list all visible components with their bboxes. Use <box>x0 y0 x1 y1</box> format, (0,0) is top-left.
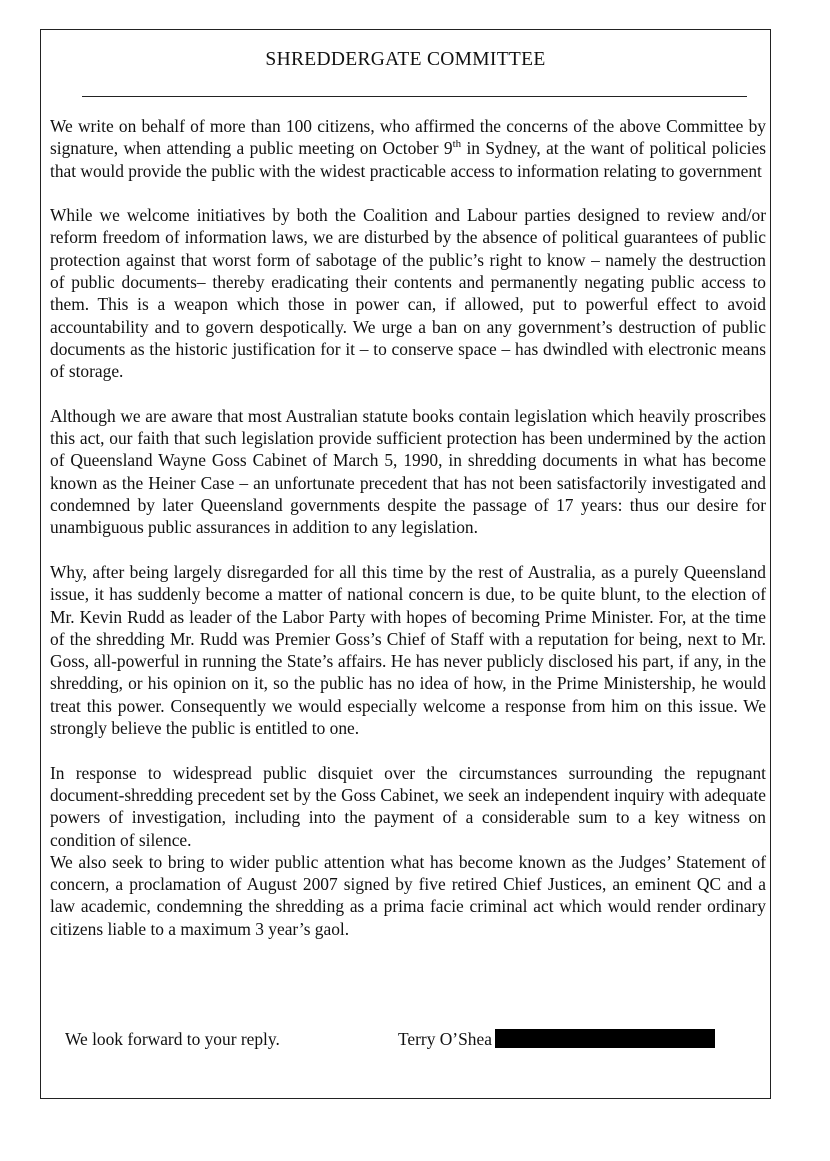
signature-block <box>398 1028 715 1050</box>
paragraph-5: In response to widespread public disquiet over the circumstances surrounding the repugnant document-shredding precedent set by the Goss Cabinet, we seek an independent inquiry with adequate powers of investigation, including into the payment of a considerable sum to a key witness on condition of silence. <box>50 762 766 850</box>
paragraph-1-text-b: in Sydney, at the want of political policies that would provide the public with the widest practicable access to information relating to government <box>50 138 766 181</box>
ordinal-suffix: th <box>452 138 462 151</box>
paragraph-1 <box>50 115 766 182</box>
letter-frame <box>40 29 771 1099</box>
closing-line: We look forward to your reply. <box>65 1029 280 1049</box>
committee-title: SHREDDERGATE COMMITTEE <box>265 49 546 70</box>
letter-body <box>50 115 766 962</box>
paragraph-6: We also seek to bring to wider public attention what has become known as the Judges’ Statement of concern, a proclamation of August 2007 signed by five retired Chief Justices, an eminent QC and a law academic, condemning the shredding as a prima facie criminal act which would render ordinary citizens liable to a maximum 3 year’s gaol. <box>50 851 766 939</box>
paragraph-1-text-a: We write on behalf of more than 100 citizens, who affirmed the concerns of the above Committee by signature, when attending a public meeting on October 9 <box>50 116 766 159</box>
paragraph-4: Why, after being largely disregarded for all this time by the rest of Australia, as a purely Queensland issue, it has suddenly become a matter of national concern is due, to be quite blunt, to the election of Mr. Kevin Rudd as leader of the Labor Party with hopes of becoming Prime Minister. For, at the time of the shredding Mr. Rudd was Premier Goss’s Chief of Staff with a reputation for being, next to Mr. Goss, all-powerful in running the State’s affairs. He has never publicly disclosed his part, if any, in the shredding, or his opinion on it, so the public has no idea of how, in the Prime Ministership, he would treat this power. Consequently we would especially welcome a response from him on this issue. We strongly believe the public is entitled to one. <box>50 561 766 739</box>
title-rule <box>82 96 747 97</box>
redaction-bar <box>495 1029 715 1048</box>
paragraph-2: While we welcome initiatives by both the Coalition and Labour parties designed to review and/or reform freedom of information laws, we are disturbed by the absence of political guarantees of public protection against that worst form of sabotage of the public’s right to know – namely the destruction of public documents– thereby eradicating their contents and permanently negating public access to them. This is a weapon which those in power can, if allowed, put to powerful effect to avoid accountability and to govern despotically. We urge a ban on any government’s destruction of public documents as the historic justification for it – to conserve space – has dwindled with electronic means of storage. <box>50 205 766 382</box>
signatory-name: Terry O’Shea <box>398 1029 492 1049</box>
paragraph-3: Although we are aware that most Australian statute books contain legislation which heavily proscribes this act, our faith that such legislation provide sufficient protection has been undermined by the action of Queensland Wayne Goss Cabinet of March 5, 1990, in shredding documents in what has become known as the Heiner Case – an unfortunate precedent that has not been satisfactorily investigated and condemned by later Queensland governments despite the passage of 17 years: thus our desire for unambiguous public assurances in addition to any legislation. <box>50 405 766 538</box>
